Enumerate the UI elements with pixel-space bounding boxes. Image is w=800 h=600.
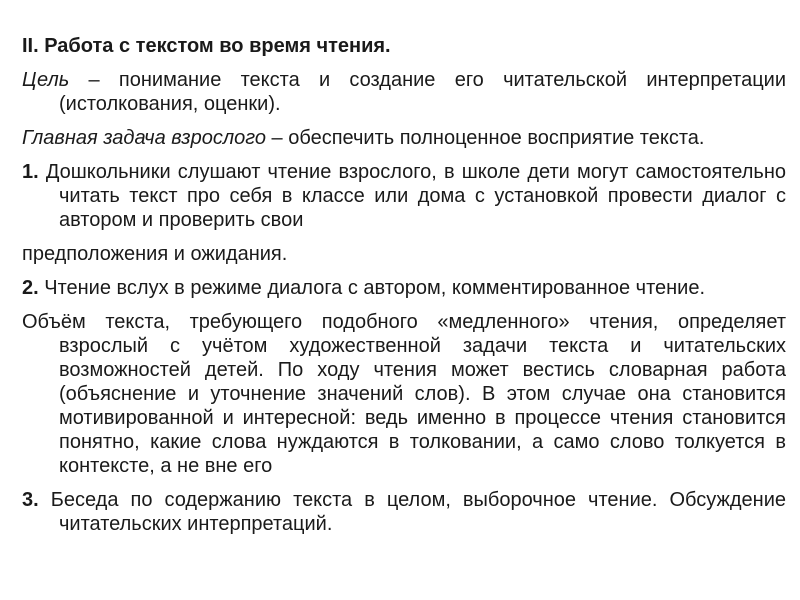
- item-2-paragraph: [22, 276, 786, 300]
- task-text: – обеспечить полноценное восприятие текста.: [265, 127, 705, 149]
- item-2-text: Чтение вслух в режиме диалога с автором, комментированное чтение.: [38, 277, 706, 299]
- item-3-number: 3.: [22, 489, 39, 511]
- item-1-paragraph: [22, 160, 786, 232]
- item-3-text: Беседа по содержанию текста в целом, выборочное чтение. Обсуждение читательских интерпретаций.: [38, 489, 786, 535]
- item-1-continuation: предположения и ожидания.: [22, 243, 288, 265]
- section-heading: II. Работа с текстом во время чтения.: [22, 35, 391, 57]
- goal-paragraph: [22, 68, 786, 116]
- item-1-text: Дошкольники слушают чтение взрослого, в школе дети могут самостоятельно читать текст про себя в классе или дома с установкой провести диалог с автором и проверить свои: [38, 161, 786, 231]
- item-3-paragraph: [22, 488, 786, 536]
- task-paragraph: [22, 126, 786, 150]
- goal-text: – понимание текста и создание его читательской интерпретации (истолкования, оценки).: [59, 69, 786, 115]
- item-2-number: 2.: [22, 277, 39, 299]
- goal-term: Цель: [22, 69, 70, 91]
- task-term: Главная задача взрослого: [22, 127, 266, 149]
- volume-paragraph: Объём текста, требующего подобного «медленного» чтения, определяет взрослый с учётом художественной задачи текста и читательских возможностей детей. По ходу чтения может вестись словарная работа (объяснение и уточнение значений слов). В этом случае она становится мотивированной и интересной: ведь именно в процессе чтения становится понятно, какие слова нуждаются в толковании, а само слово толкуется в контексте, а не вне его: [22, 311, 786, 477]
- document-page: [22, 34, 786, 546]
- item-1-number: 1.: [22, 161, 39, 183]
